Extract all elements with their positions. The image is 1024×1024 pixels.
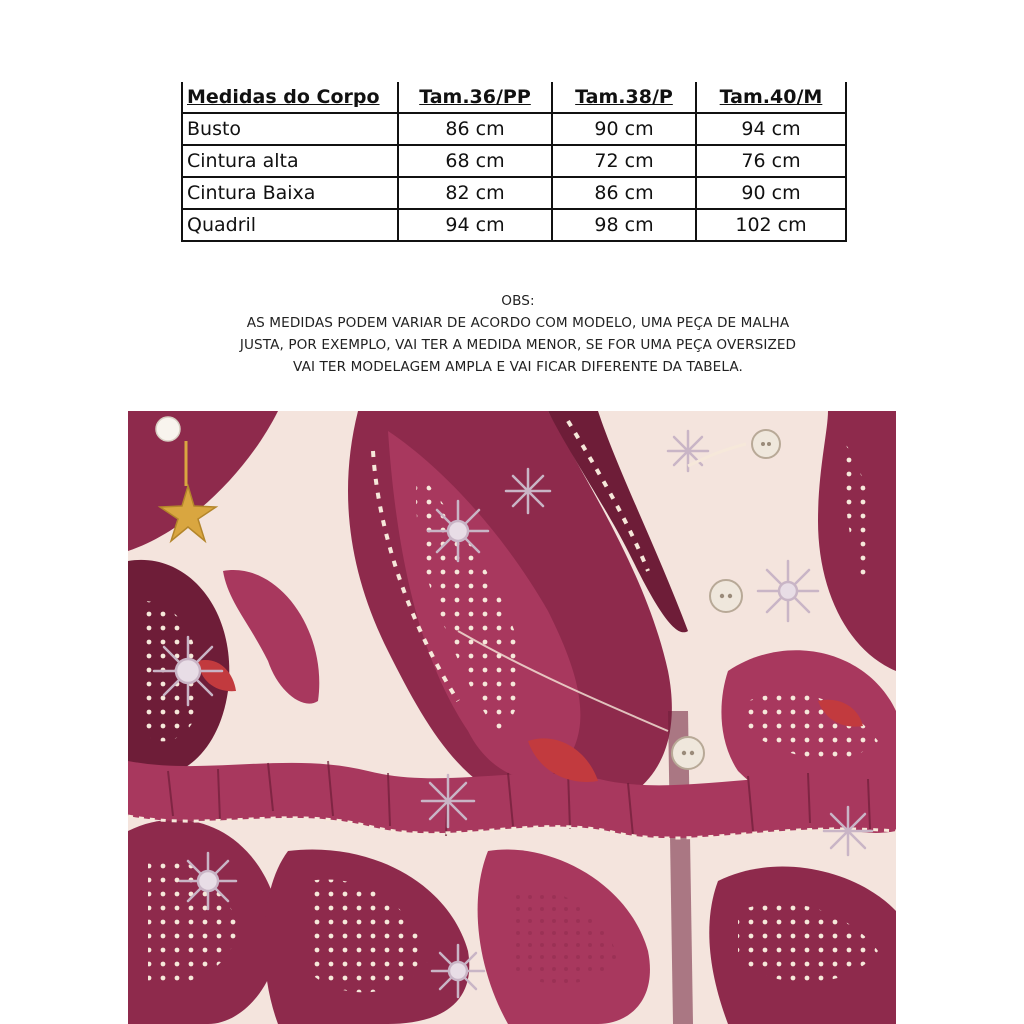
table-row (182, 177, 846, 209)
cell-value: 82 cm (398, 177, 552, 209)
row-label-cintura-baixa: Cintura Baixa (182, 177, 398, 209)
cell-value: 90 cm (552, 113, 696, 145)
note-line: AS MEDIDAS PODEM VARIAR DE ACORDO COM MODELO, UMA PEÇA DE MALHA (246, 315, 790, 331)
note-line: VAI TER MODELAGEM AMPLA E VAI FICAR DIFERENTE DA TABELA. (293, 359, 743, 375)
product-photo (128, 411, 896, 1024)
row-label-cintura-alta: Cintura alta (182, 145, 398, 177)
table-row (182, 209, 846, 241)
size-chart-header-row (182, 82, 846, 113)
note-title: OBS: (501, 293, 535, 309)
cell-value: 90 cm (696, 177, 846, 209)
cell-value: 86 cm (552, 177, 696, 209)
cell-value: 72 cm (552, 145, 696, 177)
header-body-measures: Medidas do Corpo (182, 82, 398, 113)
paisley-dress-closeup (128, 411, 896, 1024)
cell-value: 102 cm (696, 209, 846, 241)
measurement-note (190, 290, 846, 378)
header-size-38: Tam.38/P (552, 82, 696, 113)
cell-value: 94 cm (696, 113, 846, 145)
cell-value: 98 cm (552, 209, 696, 241)
cell-value: 86 cm (398, 113, 552, 145)
header-size-40: Tam.40/M (696, 82, 846, 113)
cell-value: 68 cm (398, 145, 552, 177)
cell-value: 76 cm (696, 145, 846, 177)
row-label-quadril: Quadril (182, 209, 398, 241)
size-chart-table (181, 82, 847, 242)
table-row (182, 145, 846, 177)
cell-value: 94 cm (398, 209, 552, 241)
row-label-busto: Busto (182, 113, 398, 145)
note-line: JUSTA, POR EXEMPLO, VAI TER A MEDIDA MENOR, SE FOR UMA PEÇA OVERSIZED (239, 337, 797, 353)
header-size-36: Tam.36/PP (398, 82, 552, 113)
table-row (182, 113, 846, 145)
